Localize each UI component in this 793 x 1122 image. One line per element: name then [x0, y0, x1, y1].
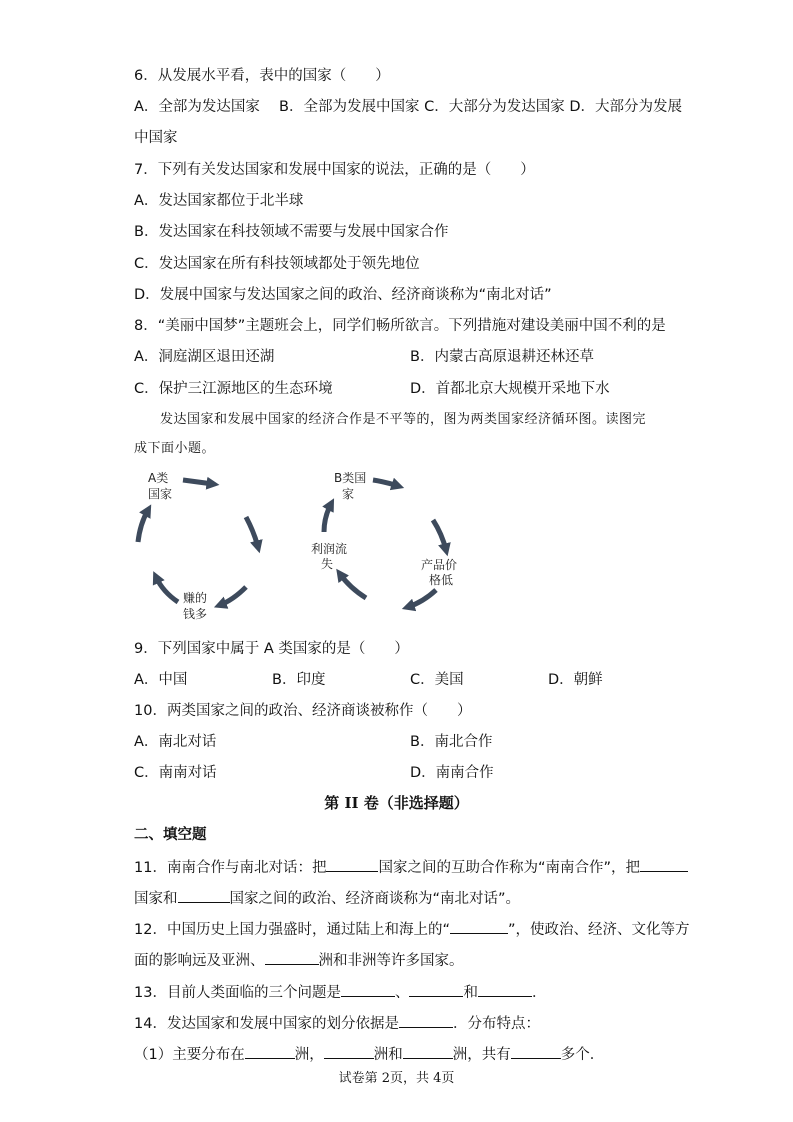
label-b-country-1: B类国 [334, 471, 367, 485]
left-arrow-top [183, 480, 213, 484]
label-low-price-1: 产品价 [421, 558, 458, 572]
q7-option-b: B．发达国家在科技领域不需要与发展中国家合作 [134, 224, 449, 240]
label-a-country-1: A类 [148, 471, 169, 485]
q8-stem: 8．“美丽中国梦”主题班会上，同学们畅所欲言。下列措施对建设美丽中国不利的是 [134, 318, 666, 334]
q8-option-d: D．首都北京大规模开采地下水 [410, 381, 610, 397]
label-a-country-2: 国家 [148, 487, 173, 501]
left-arrow-left [138, 510, 148, 542]
q14-sub-3: 洲和 [373, 1047, 403, 1063]
q11-text-1: 11．南南合作与南北对话：把 [134, 860, 327, 876]
q6-stem: 6．从发展水平看，表中的国家（ ） [134, 68, 390, 84]
q11-blank-1[interactable] [326, 857, 378, 872]
q9-option-c: C．美国 [410, 672, 464, 688]
q10-option-d: D．南南合作 [410, 765, 494, 781]
q12-blank-2[interactable] [265, 950, 319, 965]
q14-blank-4[interactable] [403, 1044, 453, 1059]
left-arrow-bottom-right [220, 587, 246, 605]
q9-option-d: D．朝鲜 [548, 672, 603, 688]
q12-blank-1[interactable] [450, 919, 508, 934]
q7-stem: 7．下列有关发达国家和发展中国家的说法，正确的是（ ） [134, 162, 535, 178]
q11-line1 [134, 857, 688, 878]
right-arrow-bottom [408, 590, 436, 607]
q14-sub-5: 多个． [560, 1047, 605, 1063]
q11-blank-3[interactable] [178, 888, 230, 903]
q13-text-3: 和 [463, 985, 478, 1001]
q7-option-c: C．发达国家在所有科技领域都处于领先地位 [134, 256, 420, 272]
q8-option-b: B．内蒙古高原退耕还林还草 [410, 349, 594, 365]
q9-option-b: B．印度 [272, 672, 326, 688]
q14-sub-2: 洲， [294, 1047, 324, 1063]
q10-option-c: C．南南对话 [134, 765, 217, 781]
q13-blank-2[interactable] [409, 982, 463, 997]
q13-blank-1[interactable] [341, 982, 395, 997]
q11-text-2: 国家之间的互助合作称为“南南合作”，把 [378, 860, 640, 876]
q9-stem: 9．下列国家中属于 A 类国家的是（ ） [134, 641, 409, 657]
q14-sub-1: （1）主要分布在 [134, 1047, 245, 1063]
page-footer: 试卷第 2页，共 4页 [338, 1071, 455, 1086]
q13-line [134, 982, 546, 1003]
q10-stem: 10．两类国家之间的政治、经济商谈被称作（ ） [134, 703, 472, 719]
label-profit-loss-1: 利润流 [311, 542, 348, 556]
q12-text-4: 洲和非洲等许多国家。 [318, 953, 464, 969]
q12-line1 [134, 919, 689, 940]
q10-option-a: A．南北对话 [134, 734, 217, 750]
q13-text-2: 、 [394, 985, 410, 1001]
q8-option-a: A．洞庭湖区退田还湖 [134, 349, 275, 365]
q6-options: A．全部为发达国家 B．全部为发展中国家 C．大部分为发达国家 D．大部分为发展 [134, 99, 682, 115]
q9-option-a: A．中国 [134, 672, 188, 688]
q7-option-a: A．发达国家都位于北半球 [134, 193, 304, 209]
q7-option-d: D．发展中国家与发达国家之间的政治、经济商谈称为“南北对话” [134, 287, 552, 303]
diagram-intro-line1: 发达国家和发展中国家的经济合作是不平等的，图为两类国家经济循环图。读图完 [160, 412, 647, 427]
left-arrow-right [246, 517, 258, 547]
q14-blank-2[interactable] [245, 1044, 295, 1059]
q14-line1 [134, 1013, 540, 1034]
q14-blank-5[interactable] [511, 1044, 561, 1059]
left-arrow-bottom-left [156, 577, 178, 602]
q11-line2 [134, 888, 520, 909]
q14-blank-3[interactable] [324, 1044, 374, 1059]
right-arrow-left [324, 504, 331, 532]
q13-text-4: ． [531, 985, 547, 1001]
q8-option-c: C．保护三江源地区的生态环境 [134, 381, 333, 397]
q6-options-cont: 中国家 [134, 130, 178, 146]
q14-blank-1[interactable] [399, 1013, 453, 1028]
q14-text-2: ．分布特点： [452, 1016, 540, 1032]
q12-text-3: 面的影响远及亚洲、 [134, 953, 265, 969]
label-earn-more-2: 钱多 [183, 607, 208, 621]
q11-text-4: 国家之间的政治、经济商谈称为“南北对话”。 [229, 891, 521, 907]
q14-text-1: 14．发达国家和发展中国家的划分依据是 [134, 1016, 399, 1032]
right-arrow-right [433, 520, 446, 550]
q12-text-2: ”，使政治、经济、文化等方 [507, 922, 690, 938]
section-title: 第 II 卷（非选择题） [324, 794, 469, 812]
diagram-intro-line2: 成下面小题。 [134, 441, 216, 456]
label-low-price-2: 格低 [429, 573, 454, 587]
q10-option-b: B．南北合作 [410, 734, 493, 750]
label-profit-loss-2: 失 [321, 557, 334, 571]
q14-sub-4: 洲，共有 [452, 1047, 511, 1063]
label-b-country-2: 家 [342, 487, 355, 501]
q13-text-1: 13．目前人类面临的三个问题是 [134, 985, 341, 1001]
q12-line2 [134, 950, 464, 971]
q13-blank-3[interactable] [478, 982, 532, 997]
q12-text-1: 12．中国历史上国力强盛时，通过陆上和海上的“ [134, 922, 450, 938]
q11-blank-2[interactable] [640, 857, 688, 872]
q11-text-3: 国家和 [134, 891, 178, 907]
section-heading: 二、填空题 [134, 827, 207, 843]
label-earn-more-1: 赚的 [183, 591, 208, 605]
right-arrow-top [373, 480, 398, 486]
q14-line2 [134, 1044, 604, 1065]
right-arrow-bottom-left [340, 574, 366, 598]
economic-cycle-diagram [128, 462, 488, 630]
